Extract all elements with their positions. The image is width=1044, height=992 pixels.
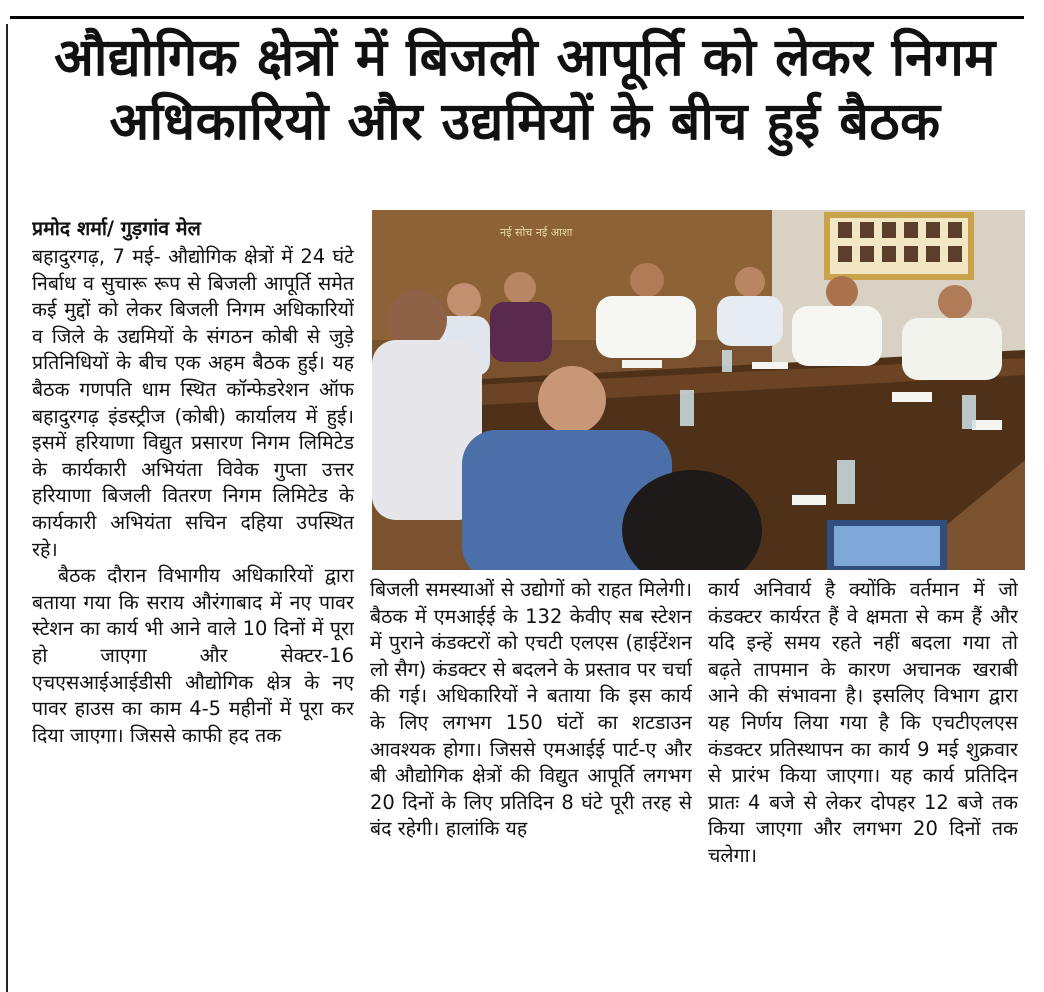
byline: प्रमोद शर्मा/ गुड़गांव मेल bbox=[32, 217, 201, 240]
article-paragraph: बैठक दौरान विभागीय अधिकारियों द्वारा बताया गया कि सराय औरंगाबाद में नए पावर स्टेशन का कार्य भी आने वाले 10 दिनों में पूरा हो जाएगा और सेक्टर-16 एचएसआईआईडीसी औद्योगिक क्षेत्र के नए पावर हाउस का काम 4-5 महीनों में पूरा कर दिया जाएगा। जिससे काफी हद तक bbox=[32, 564, 354, 747]
article-paragraph: कार्य अनिवार्य है क्योंकि वर्तमान में जो कंडक्टर कार्यरत हैं वे क्षमता से कम हैं और यदि इन्हें समय रहते नहीं बदला गया तो बढ़ते तापमान के कारण अचानक खराबी आने की संभावना है। इसलिए विभाग द्वारा यह निर्णय लिया गया है कि एचटीएलएस कंडक्टर प्रतिस्थापन का कार्य 9 मई शुक्रवार से प्रारंभ किया जाएगा। यह कार्य प्रतिदिन प्रातः 4 बजे से लेकर दोपहर 12 बजे तक किया जाएगा और लगभग 20 दिनों तक चलेगा। bbox=[708, 578, 1018, 867]
meeting-photo-illustration bbox=[372, 210, 1025, 570]
meeting-photo bbox=[372, 210, 1025, 570]
article-paragraph: बहादुरगढ़, 7 मई- औद्योगिक क्षेत्रों में 24 घंटे निर्बाध व सुचारू रूप से बिजली आपूर्ति समेत कई मुद्दों को लेकर बिजली निगम अधिकारियों व जिले के उद्यमियों के संगठन कोबी से जुड़े प्रतिनिधियों के बीच एक अहम बैठक हुई। यह बैठक गणपति धाम स्थित कॉन्फेडरेशन ऑफ बहादुरगढ़ इंडस्ट्रीज (कोबी) कार्यालय में हुई। इसमें हरियाणा विद्युत प्रसारण निगम लिमिटेड के कार्यकारी अभियंता विवेक गुप्ता उत्तर हरियाणा बिजली वितरण निगम लिमिटेड के कार्यकारी अभियंता सचिन दहिया उपस्थित रहे। bbox=[32, 245, 354, 561]
headline bbox=[20, 26, 1030, 154]
top-rule bbox=[10, 16, 1024, 19]
left-rule bbox=[6, 24, 8, 992]
headline-line-2: अधिकारियो और उद्यमियों के बीच हुई बैठक bbox=[109, 92, 941, 152]
article-column-1 bbox=[32, 216, 354, 986]
article-column-3 bbox=[708, 577, 1018, 987]
headline-line-1: औद्योगिक क्षेत्रों में बिजली आपूर्ति को लेकर निगम bbox=[54, 28, 996, 88]
article-column-2 bbox=[370, 577, 692, 987]
wall-sign-text: नई सोच नई आशा bbox=[500, 226, 573, 239]
article-paragraph: बिजली समस्याओं से उद्योगों को राहत मिलेगी। बैठक में एमआईई के 132 केवीए सब स्टेशन में पुराने कंडक्टरों को एचटी एलएस (हाईटेंशन लो सैग) कंडक्टर से बदलने के प्रस्ताव पर चर्चा की गई। अधिकारियों ने बताया कि इस कार्य के लिए लगभग 150 घंटों का शटडाउन आवश्यक होगा। जिससे एमआईई पार्ट-ए और बी औद्योगिक क्षेत्रों की विद्युत आपूर्ति लगभग 20 दिनों के लिए प्रतिदिन 8 घंटे पूरी तरह से बंद रहेगी। हालांकि यह bbox=[370, 578, 692, 841]
